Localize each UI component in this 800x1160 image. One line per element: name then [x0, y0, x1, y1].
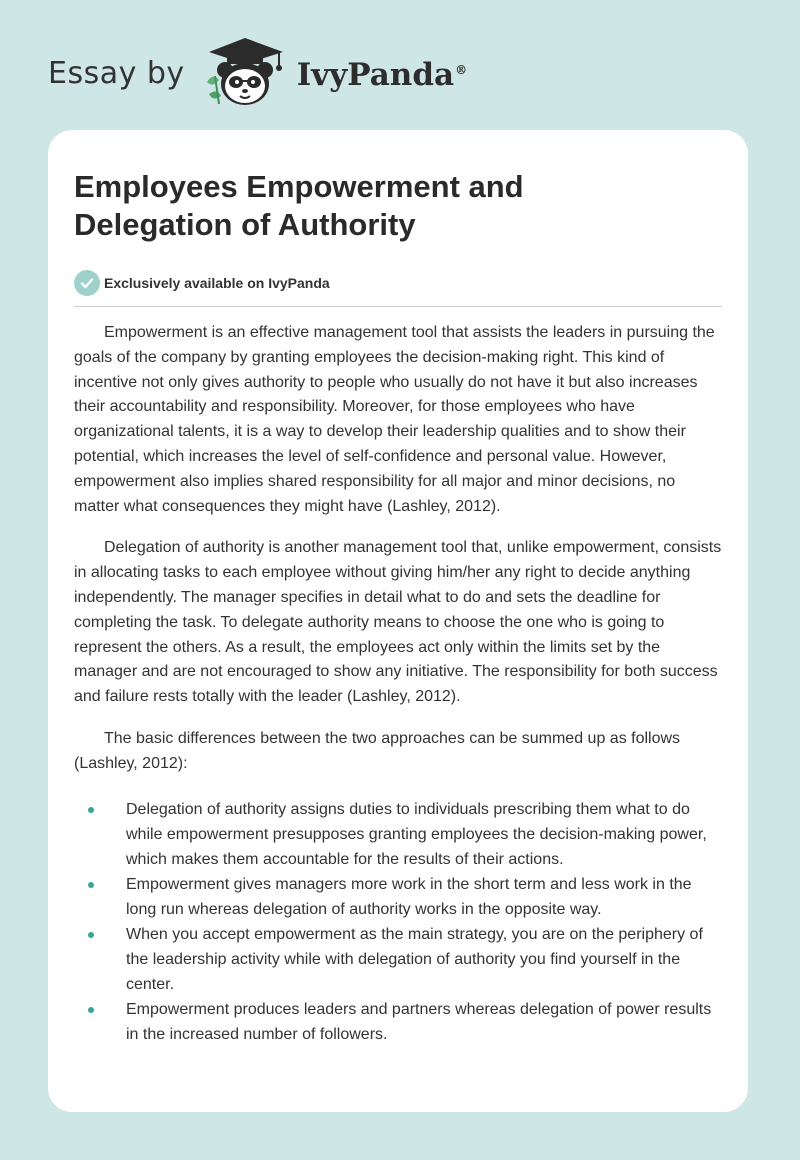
list-item [74, 797, 722, 872]
list-item-text: When you accept empowerment as the main strategy, you are on the periphery of the leadership activity while with delegation of authority you find yourself in the center. [126, 925, 703, 993]
title-divider [74, 306, 722, 307]
paragraph: Delegation of authority is another management tool that, unlike empowerment, consists in allocating tasks to each employee without giving him/her any right to decide anything independently. The manager specifies in detail what to do and sets the deadline for completing the task. To delegate authority means to choose the one who is going to represent the others. As a result, the employees act only within the limits set by the manager and are not encouraged to show any initiative. The responsibility for both success and failure rests totally with the leader (Lashley, 2012). [74, 539, 722, 706]
list-item-text: Delegation of authority assigns duties to individuals prescribing them what to do while empowerment presupposes granting employees the decision-making power, which makes them accountable for the results of their actions. [126, 800, 707, 868]
check-icon [74, 270, 100, 296]
paragraph: The basic differences between the two approaches can be summed up as follows (Lashley, 2012): [74, 729, 681, 772]
essay-title: Employees Empowerment and Delegation of Authority [74, 169, 524, 242]
list-item-text: Empowerment gives managers more work in the short term and less work in the long run whereas delegation of authority works in the opposite way. [126, 875, 692, 918]
exclusive-badge [74, 270, 722, 296]
brand-name: IvyPanda® [296, 57, 468, 93]
essay-card [48, 130, 748, 1112]
ivypanda-logo-icon [199, 36, 291, 108]
list-item [74, 997, 722, 1047]
bullet-icon [88, 932, 94, 938]
registered-mark: ® [455, 62, 468, 77]
brand-header [48, 36, 467, 116]
list-item [74, 872, 722, 922]
essay-by-label: Essay by [48, 55, 185, 91]
list-item [74, 922, 722, 997]
paragraph: Empowerment is an effective management tool that assists the leaders in pursuing the goals of the company by granting employees the decision-making right. This kind of incentive not only gives authority to people who usually do not have it but also increases their accountability and responsibility. Moreover, for those employees who have organizational talents, it is a way to develop their leadership qualities and to show their potential, which increases the level of self-confidence and personal value. However, empowerment also implies shared responsibility for all major and minor decisions, no matter what consequences they might have (Lashley, 2012). [74, 324, 715, 515]
bullet-icon [88, 882, 94, 888]
bullet-icon [88, 807, 94, 813]
exclusive-badge-label: Exclusively available on IvyPanda [104, 275, 330, 291]
bullet-icon [88, 1007, 94, 1013]
list-item-text: Empowerment produces leaders and partners whereas delegation of power results in the increased number of followers. [126, 1000, 712, 1043]
differences-list [74, 797, 722, 1047]
